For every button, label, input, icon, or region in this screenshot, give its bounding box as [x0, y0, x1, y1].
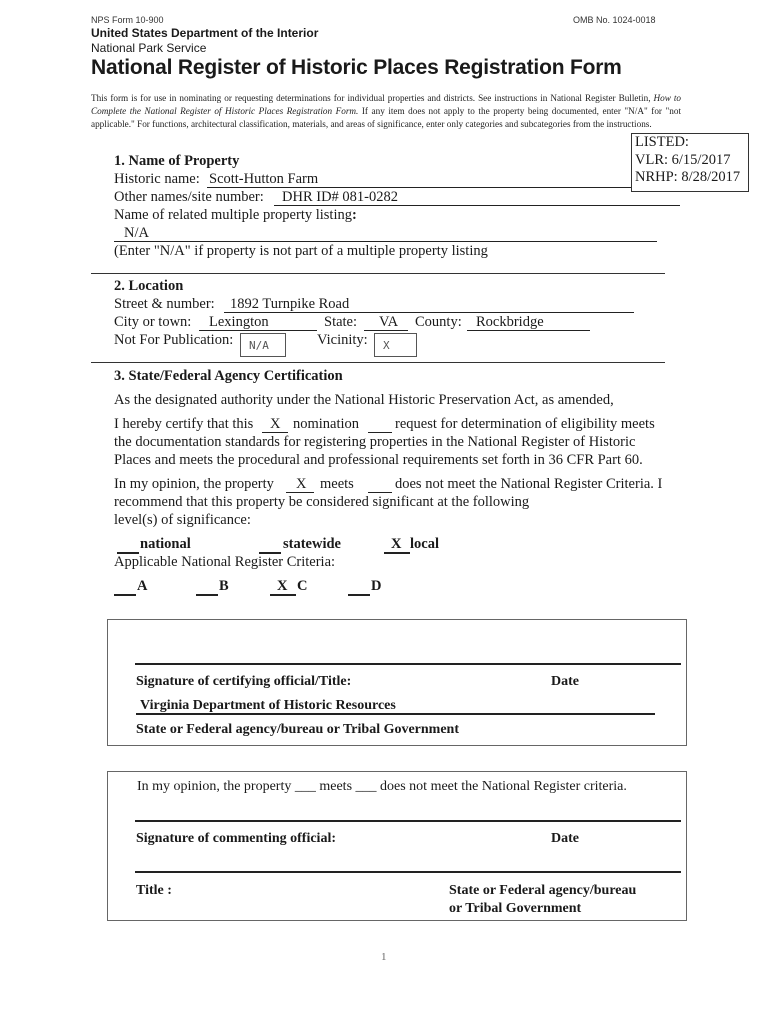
related-listing-label-text: Name of related multiple property listing: [114, 207, 352, 223]
listed-box: [631, 133, 749, 192]
criteria-d-label: D: [371, 578, 382, 594]
certifying-date-label: Date: [551, 674, 579, 689]
section-3-heading: 3. State/Federal Agency Certification: [114, 368, 343, 384]
cert-label-b: nomination: [293, 416, 360, 432]
section-divider-1: [91, 273, 665, 274]
state-label: State:: [324, 314, 358, 330]
related-listing-label: [114, 207, 357, 224]
other-names-label: Other names/site number:: [114, 189, 264, 205]
listed-vlr-date: VLR: 6/15/2017: [635, 151, 731, 168]
comment-opinion-text: In my opinion, the property ___ meets ___ does not meet the National Register criteria.: [137, 779, 627, 794]
certifying-agency-label: State or Federal agency/bureau or Tribal Government: [136, 722, 460, 737]
related-listing-note: (Enter "N/A" if property is not part of a multiple property listing: [114, 243, 488, 259]
level-statewide-label: statewide: [283, 536, 341, 552]
commenting-agency-label-2: or Tribal Government: [449, 901, 582, 916]
section-2-heading: 2. Location: [114, 278, 184, 294]
section-divider-2: [91, 362, 665, 363]
criteria-label: Applicable National Register Criteria:: [114, 554, 336, 570]
listed-heading: LISTED:: [635, 134, 689, 150]
nomination-checkmark[interactable]: X: [270, 416, 281, 432]
form-number: NPS Form 10-900: [91, 15, 164, 25]
certifying-signature-label: Signature of certifying official/Title:: [136, 674, 352, 689]
commenting-signature-label: Signature of commenting official:: [136, 831, 336, 846]
opinion-label-c: does not meet the National Register Criteria. I: [395, 476, 663, 492]
does-not-meet-blank[interactable]: [368, 492, 392, 493]
request-blank[interactable]: [368, 432, 392, 433]
level-national-label: national: [140, 536, 191, 552]
page-number: 1: [381, 951, 387, 963]
related-listing-underline: [114, 241, 657, 242]
not-for-publication-label: Not For Publication:: [114, 332, 234, 348]
authority-statement: As the designated authority under the National Historic Preservation Act, as amended,: [114, 392, 614, 408]
criteria-c-checkmark[interactable]: X: [277, 578, 288, 594]
street-label: Street & number:: [114, 296, 215, 312]
opinion-line-2: recommend that this property be considered significant at the following: [114, 494, 530, 510]
listed-nrhp-date: NRHP: 8/28/2017: [635, 169, 741, 185]
cert-label-a: I hereby certify that this: [114, 416, 254, 432]
certifying-agency-field[interactable]: Virginia Department of Historic Resources: [140, 698, 396, 713]
intro-text-2: If any item does not apply to the property being documented, enter "N/A" for "not applicable." For functions, architectural classification, materials, and areas of significance, enter only categories and subcategories from the instructions.: [91, 105, 681, 129]
level-local-label: local: [410, 536, 439, 552]
related-listing-colon: :: [351, 207, 357, 223]
opinion-label-b: meets: [320, 476, 354, 492]
not-for-publication-field[interactable]: N/A: [240, 333, 286, 357]
street-field[interactable]: 1892 Turnpike Road: [230, 296, 350, 312]
criteria-c-label: C: [297, 578, 308, 594]
certifying-signature-line[interactable]: [135, 663, 681, 665]
local-checkmark[interactable]: X: [391, 536, 402, 552]
other-names-field[interactable]: DHR ID# 081-0282: [282, 189, 398, 205]
criteria-b-blank[interactable]: [196, 594, 218, 596]
street-underline: [224, 312, 634, 313]
county-underline: [467, 330, 590, 331]
historic-name-field[interactable]: Scott-Hutton Farm: [209, 171, 319, 187]
department-name: United States Department of the Interior: [91, 26, 319, 40]
city-label: City or town:: [114, 314, 192, 330]
commenting-title-line[interactable]: [135, 871, 681, 873]
city-underline: [199, 330, 317, 331]
vicinity-label: Vicinity:: [317, 332, 368, 348]
page-title: National Register of Historic Places Registration Form: [91, 56, 622, 79]
related-listing-field[interactable]: N/A: [124, 225, 149, 241]
commenting-signature-line[interactable]: [135, 820, 681, 822]
nomination-underline: [262, 432, 288, 433]
commenting-agency-label-1: State or Federal agency/bureau: [449, 883, 637, 898]
intro-text-1: This form is for use in nominating or requesting determinations for individual properties and districts. See instructions in National Register Bulletin,: [91, 93, 654, 103]
county-label: County:: [415, 314, 462, 330]
opinion-line-3: level(s) of significance:: [114, 512, 251, 528]
intro-bulletin-title: How to Complete the National Register of Historic Places Registration Form.: [91, 93, 681, 116]
commenting-date-label: Date: [551, 831, 579, 846]
local-underline: [384, 552, 410, 554]
cert-line-2: the documentation standards for registering properties in the National Register of Historic: [114, 434, 636, 450]
county-field[interactable]: Rockbridge: [476, 314, 544, 330]
cert-line-3: Places and meets the procedural and professional requirements set forth in 36 CFR Part 60.: [114, 452, 643, 468]
criteria-a-blank[interactable]: [114, 594, 136, 596]
city-field[interactable]: Lexington: [209, 314, 269, 330]
section-1-heading: 1. Name of Property: [114, 153, 240, 169]
historic-name-label: Historic name:: [114, 171, 200, 187]
intro-paragraph: [91, 92, 681, 130]
vicinity-field[interactable]: X: [374, 333, 417, 357]
criteria-a-label: A: [137, 578, 148, 594]
state-underline: [364, 330, 408, 331]
certifying-agency-underline: [136, 713, 655, 715]
criteria-b-label: B: [219, 578, 229, 594]
meets-checkmark[interactable]: X: [296, 476, 307, 492]
opinion-label-a: In my opinion, the property: [114, 476, 274, 492]
omb-number: OMB No. 1024-0018: [573, 15, 656, 25]
cert-label-c: request for determination of eligibility meets: [395, 416, 655, 432]
service-name: National Park Service: [91, 41, 207, 55]
commenting-title-label: Title :: [136, 883, 172, 898]
state-field[interactable]: VA: [379, 314, 399, 330]
historic-name-underline: [207, 187, 631, 188]
meets-underline: [286, 492, 314, 493]
criteria-d-blank[interactable]: [348, 594, 370, 596]
other-names-underline: [274, 205, 680, 206]
criteria-c-underline: [270, 594, 296, 596]
